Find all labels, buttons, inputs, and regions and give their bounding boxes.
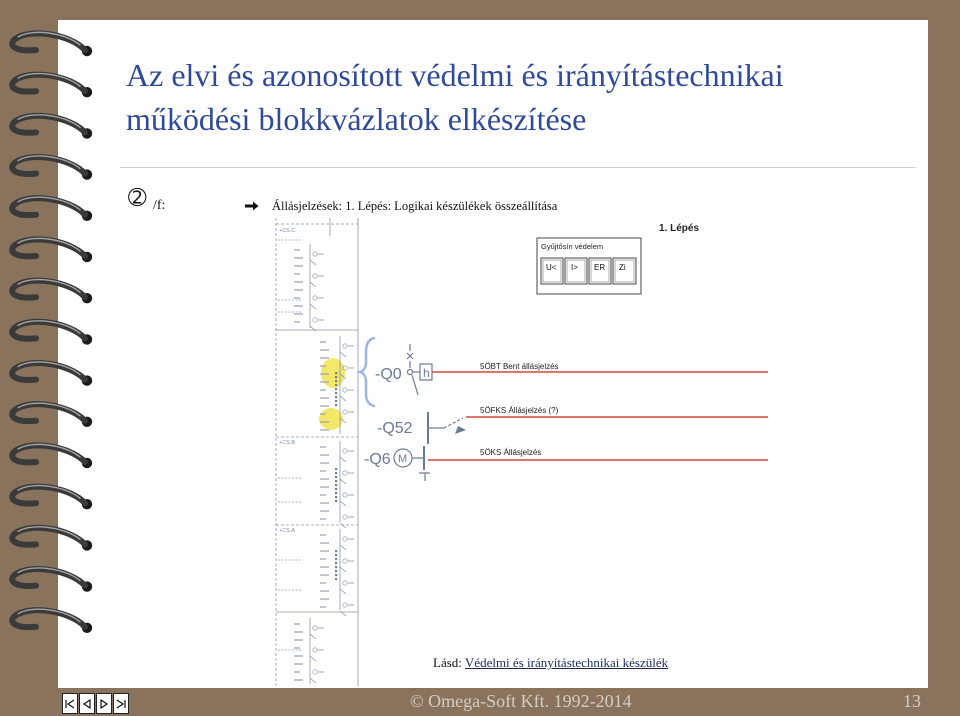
contact-symbol bbox=[310, 656, 316, 661]
terminal-strip-dot bbox=[335, 496, 337, 498]
last-slide-icon-shape bbox=[117, 700, 125, 708]
last-slide-icon bbox=[116, 699, 126, 709]
protection-title: Gyűjtősín védelem bbox=[541, 242, 604, 251]
terminal-strip-dot bbox=[335, 488, 337, 490]
terminal-node bbox=[343, 410, 347, 414]
terminal-strip-dot bbox=[335, 550, 337, 552]
switch-blade bbox=[412, 375, 418, 395]
function-label: ER bbox=[594, 263, 606, 272]
see-also-note bbox=[433, 655, 668, 671]
terminal-node bbox=[343, 515, 347, 519]
contact-symbol bbox=[340, 396, 346, 401]
terminal-strip-dot bbox=[335, 380, 337, 382]
actuator-arrow bbox=[455, 426, 466, 434]
device-q0 bbox=[375, 344, 432, 395]
terminal-strip-dot bbox=[335, 400, 337, 402]
terminal-strip-dot bbox=[335, 388, 337, 390]
cubicle-label: +CS.A bbox=[279, 528, 296, 534]
section-suffix: /f: bbox=[153, 198, 166, 213]
contact-symbol bbox=[340, 545, 346, 550]
first-slide-icon bbox=[65, 699, 75, 709]
contact-symbol bbox=[340, 457, 346, 462]
next-slide-icon bbox=[99, 699, 109, 709]
cubicle-schematic bbox=[276, 218, 358, 686]
highlight-marker bbox=[321, 358, 345, 388]
terminal-strip-dot bbox=[335, 468, 337, 470]
contact-symbol bbox=[340, 352, 346, 357]
terminal-node bbox=[313, 648, 317, 652]
contact-symbol bbox=[310, 304, 316, 309]
terminal-strip-dot bbox=[335, 492, 337, 494]
terminal-node bbox=[313, 626, 317, 630]
contact-symbol bbox=[340, 523, 346, 528]
section-number: ➁ bbox=[128, 186, 147, 211]
copyright-notice: © Omega-Soft Kft. 1992-2014 bbox=[410, 691, 632, 711]
section-heading: Állásjelzések: 1. Lépés: Logikai készülékek összeállítása bbox=[272, 199, 558, 213]
see-also-prefix: Lásd: bbox=[433, 655, 462, 670]
motor-label: M bbox=[398, 453, 408, 465]
terminal-node bbox=[343, 344, 347, 348]
terminal-node bbox=[343, 603, 347, 607]
highlight-marker bbox=[319, 408, 343, 430]
terminal-node bbox=[343, 537, 347, 541]
terminal-node bbox=[313, 670, 317, 674]
contact-symbol bbox=[310, 678, 316, 683]
previous-slide-button[interactable] bbox=[79, 693, 95, 714]
symbol-label: h bbox=[423, 366, 430, 380]
terminal-node bbox=[343, 559, 347, 563]
previous-slide-icon-shape bbox=[84, 700, 90, 708]
terminal-strip-dot bbox=[335, 472, 337, 474]
terminal-strip-dot bbox=[335, 396, 337, 398]
terminal-strip-dot bbox=[335, 500, 337, 502]
terminal-strip-dot bbox=[335, 554, 337, 556]
terminal-node bbox=[343, 471, 347, 475]
terminal-node bbox=[343, 493, 347, 497]
terminal-strip-dot bbox=[335, 570, 337, 572]
contact-symbol bbox=[310, 282, 316, 287]
terminal-strip-dot bbox=[335, 558, 337, 560]
busbar-protection-box bbox=[537, 238, 641, 294]
contact-symbol bbox=[340, 589, 346, 594]
signal-label: 5ÖKS Állásjelzés bbox=[480, 448, 542, 457]
device-q52 bbox=[377, 412, 466, 444]
first-slide-icon-shape bbox=[66, 700, 74, 708]
terminal-strip-dot bbox=[335, 480, 337, 482]
signal-label: 5ÖFKS Állásjelzés (?) bbox=[480, 406, 559, 415]
device-q6 bbox=[364, 446, 430, 481]
terminal-strip-dot bbox=[335, 566, 337, 568]
terminal-node bbox=[313, 274, 317, 278]
see-also-link[interactable]: Védelmi és irányítástechnikai készülék bbox=[464, 655, 669, 670]
slide-navigation bbox=[62, 693, 129, 714]
cubicle-label: +CS.C bbox=[279, 228, 296, 234]
signal-label: 5ÖBT Bent állásjelzés bbox=[480, 362, 559, 371]
contact-symbol bbox=[340, 567, 346, 572]
terminal-node bbox=[313, 318, 317, 322]
terminal-strip-dot bbox=[335, 372, 337, 374]
slide-title-line-1: Az elvi és azonosított védelmi és irányítástechnikai bbox=[126, 57, 784, 93]
device-tag: -Q0 bbox=[375, 366, 402, 383]
terminal-strip-dot bbox=[335, 578, 337, 580]
contact-symbol bbox=[340, 501, 346, 506]
pivot-node bbox=[408, 370, 413, 375]
function-label: Zi bbox=[619, 263, 626, 272]
cubicle-label: +CS.B bbox=[279, 440, 296, 446]
terminal-node bbox=[313, 296, 317, 300]
contact-blade bbox=[444, 418, 463, 428]
terminal-node bbox=[313, 252, 317, 256]
contact-symbol bbox=[340, 479, 346, 484]
device-tag: -Q52 bbox=[377, 420, 413, 437]
terminal-strip-dot bbox=[335, 392, 337, 394]
earth-symbol bbox=[419, 473, 430, 481]
device-tag: -Q6 bbox=[364, 451, 391, 468]
step-label: 1. Lépés bbox=[659, 223, 700, 234]
terminal-strip-dot bbox=[335, 484, 337, 486]
terminal-strip-dot bbox=[335, 384, 337, 386]
disconnector-cross bbox=[407, 353, 413, 359]
next-slide-icon-shape bbox=[101, 700, 107, 708]
terminal-strip-dot bbox=[335, 574, 337, 576]
terminal-node bbox=[343, 388, 347, 392]
function-label: I> bbox=[571, 263, 578, 272]
slide-title-line-2: működési blokkvázlatok elkészítése bbox=[126, 101, 587, 137]
previous-slide-icon bbox=[82, 699, 92, 709]
terminal-node bbox=[343, 449, 347, 453]
page-number: 13 bbox=[903, 691, 921, 711]
grouping-bracket bbox=[360, 338, 374, 406]
next-slide-button[interactable] bbox=[96, 693, 112, 714]
terminal-strip-dot bbox=[335, 404, 337, 406]
first-slide-button[interactable] bbox=[62, 693, 78, 714]
last-slide-button[interactable] bbox=[113, 693, 129, 714]
terminal-strip-dot bbox=[335, 562, 337, 564]
function-label: U< bbox=[546, 263, 557, 272]
contact-symbol bbox=[310, 260, 316, 265]
terminal-strip-dot bbox=[335, 476, 337, 478]
terminal-node bbox=[343, 581, 347, 585]
terminal-strip-dot bbox=[335, 376, 337, 378]
contact-symbol bbox=[310, 634, 316, 639]
